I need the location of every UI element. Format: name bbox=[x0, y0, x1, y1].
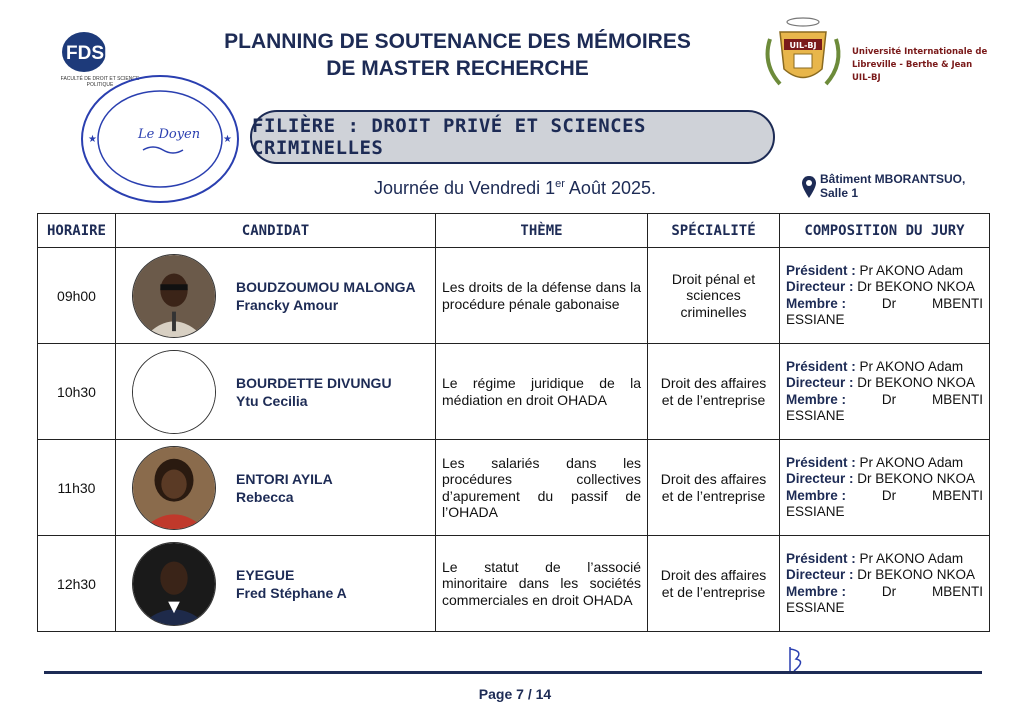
candidate-firstname: Fred Stéphane A bbox=[236, 584, 347, 601]
candidate-surname: ENTORI AYILA bbox=[236, 470, 333, 487]
theme-cell: Le statut de l’associé minoritaire dans les sociétés commerciales en droit OHADA bbox=[436, 536, 648, 632]
jury-membre-name: MBENTI bbox=[931, 295, 983, 311]
jury-directeur: Dr BEKONO NKOA bbox=[857, 471, 976, 486]
jury-president-label: Président : bbox=[786, 262, 856, 278]
jury-president-label: Président : bbox=[786, 454, 856, 470]
date-suffix: Août 2025. bbox=[564, 178, 657, 198]
table-row bbox=[38, 536, 990, 632]
jury-president-label: Président : bbox=[786, 550, 856, 566]
candidate-cell bbox=[116, 344, 436, 440]
candidate-photo bbox=[132, 542, 216, 626]
jury-president: Pr AKONO Adam bbox=[859, 550, 964, 566]
jury-directeur: Dr BEKONO NKOA bbox=[857, 567, 976, 582]
jury-cell bbox=[780, 536, 990, 632]
jury-cell bbox=[780, 440, 990, 536]
table-row bbox=[38, 248, 990, 344]
candidate-photo bbox=[132, 446, 216, 530]
jury-membre-name-2: ESSIANE bbox=[786, 504, 845, 519]
location-line-1: Bâtiment MBORANTSUO, bbox=[820, 172, 966, 186]
filiere-banner bbox=[250, 110, 775, 164]
jury-membre-label: Membre : bbox=[786, 487, 847, 503]
jury-cell bbox=[780, 344, 990, 440]
jury-president: Pr AKONO Adam bbox=[859, 358, 964, 374]
jury-membre-label: Membre : bbox=[786, 295, 847, 311]
svg-text:★: ★ bbox=[88, 134, 97, 145]
candidate-firstname: Francky Amour bbox=[236, 296, 339, 313]
date-line bbox=[330, 178, 700, 199]
time-cell: 11h30 bbox=[38, 440, 116, 536]
jury-membre-name: MBENTI bbox=[931, 391, 983, 407]
title-line-1: PLANNING DE SOUTENANCE DES MÉMOIRES bbox=[224, 30, 691, 53]
jury-directeur-label: Directeur : bbox=[786, 279, 854, 294]
table-row bbox=[38, 440, 990, 536]
theme-cell: Le régime juridique de la médiation en droit OHADA bbox=[436, 344, 648, 440]
jury-membre-label: Membre : bbox=[786, 583, 847, 599]
header-jury: COMPOSITION DU JURY bbox=[780, 214, 990, 248]
jury-president: Pr AKONO Adam bbox=[859, 454, 964, 470]
jury-membre-name-2: ESSIANE bbox=[786, 312, 845, 327]
jury-membre-label: Membre : bbox=[786, 391, 847, 407]
university-name bbox=[852, 46, 1012, 85]
jury-membre-title: Dr bbox=[881, 295, 897, 311]
title-line-2: DE MASTER RECHERCHE bbox=[326, 57, 589, 80]
fdsp-logo-text: FDSP bbox=[66, 43, 117, 64]
jury-membre-name: MBENTI bbox=[931, 487, 983, 503]
uil-bj-logo-icon bbox=[758, 14, 848, 94]
university-line-1: Université Internationale de bbox=[852, 47, 988, 57]
location-line-2: Salle 1 bbox=[820, 186, 859, 200]
jury-cell bbox=[780, 248, 990, 344]
table-row bbox=[38, 344, 990, 440]
candidate-cell bbox=[116, 440, 436, 536]
theme-cell: Les salariés dans les procédures collectives d’apurement du passif de l’OHADA bbox=[436, 440, 648, 536]
jury-membre-title: Dr bbox=[881, 391, 897, 407]
jury-directeur-label: Directeur : bbox=[786, 567, 854, 582]
footer-divider bbox=[44, 671, 982, 674]
jury-directeur: Dr BEKONO NKOA bbox=[857, 279, 976, 294]
theme-cell: Les droits de la défense dans la procédure pénale gabonaise bbox=[436, 248, 648, 344]
speciality-cell: Droit pénal et sciences criminelles bbox=[648, 248, 780, 344]
uil-badge-text: UIL-BJ bbox=[789, 41, 817, 50]
candidate-firstname: Rebecca bbox=[236, 488, 294, 505]
jury-membre-title: Dr bbox=[881, 487, 897, 503]
jury-president: Pr AKONO Adam bbox=[859, 262, 964, 278]
speciality-cell: Droit des affaires et de l’entreprise bbox=[648, 440, 780, 536]
time-cell: 10h30 bbox=[38, 344, 116, 440]
jury-president-label: Président : bbox=[786, 358, 856, 374]
candidate-cell bbox=[116, 248, 436, 344]
fdsp-logo-icon bbox=[60, 28, 130, 74]
candidate-photo bbox=[132, 254, 216, 338]
location bbox=[820, 172, 1010, 200]
candidate-surname: BOURDETTE DIVUNGU bbox=[236, 374, 392, 391]
speciality-cell: Droit des affaires et de l’entreprise bbox=[648, 536, 780, 632]
jury-membre-name: MBENTI bbox=[931, 583, 983, 599]
stamp-center-text: Le Doyen bbox=[138, 127, 201, 142]
jury-directeur-label: Directeur : bbox=[786, 375, 854, 390]
candidate-photo-empty bbox=[132, 350, 216, 434]
candidate-surname: BOUDZOUMOU MALONGA bbox=[236, 278, 416, 295]
university-line-2: Libreville - Berthe & Jean bbox=[852, 60, 973, 70]
jury-membre-title: Dr bbox=[881, 583, 897, 599]
jury-membre-name-2: ESSIANE bbox=[786, 600, 845, 615]
candidate-firstname: Ytu Cecilia bbox=[236, 392, 308, 409]
doyen-stamp-icon bbox=[78, 72, 243, 207]
header-candidat: CANDIDAT bbox=[116, 214, 436, 248]
university-line-3: UIL-BJ bbox=[852, 73, 881, 83]
candidate-surname: EYEGUE bbox=[236, 566, 295, 583]
fdsp-caption: FACULTÉ DE DROIT ET SCIENCE POLITIQUE bbox=[60, 76, 140, 88]
table-header-row bbox=[38, 214, 990, 248]
jury-directeur-label: Directeur : bbox=[786, 471, 854, 486]
header-theme: THÈME bbox=[436, 214, 648, 248]
page-title bbox=[190, 28, 725, 82]
svg-text:★: ★ bbox=[223, 134, 232, 145]
date-sup: er bbox=[555, 178, 565, 190]
location-pin-icon bbox=[802, 176, 816, 198]
time-cell: 12h30 bbox=[38, 536, 116, 632]
time-cell: 09h00 bbox=[38, 248, 116, 344]
date-prefix: Journée du Vendredi 1 bbox=[373, 178, 556, 198]
filiere-text: FILIÈRE : DROIT PRIVÉ ET SCIENCES CRIMINELLES bbox=[252, 115, 646, 159]
schedule-table bbox=[37, 213, 990, 632]
candidate-cell bbox=[116, 536, 436, 632]
header-specialite: SPÉCIALITÉ bbox=[648, 214, 780, 248]
jury-membre-name-2: ESSIANE bbox=[786, 408, 845, 423]
jury-directeur: Dr BEKONO NKOA bbox=[857, 375, 976, 390]
speciality-cell: Droit des affaires et de l’entreprise bbox=[648, 344, 780, 440]
header-horaire: HORAIRE bbox=[38, 214, 116, 248]
page-number: Page 7 / 14 bbox=[478, 686, 552, 702]
